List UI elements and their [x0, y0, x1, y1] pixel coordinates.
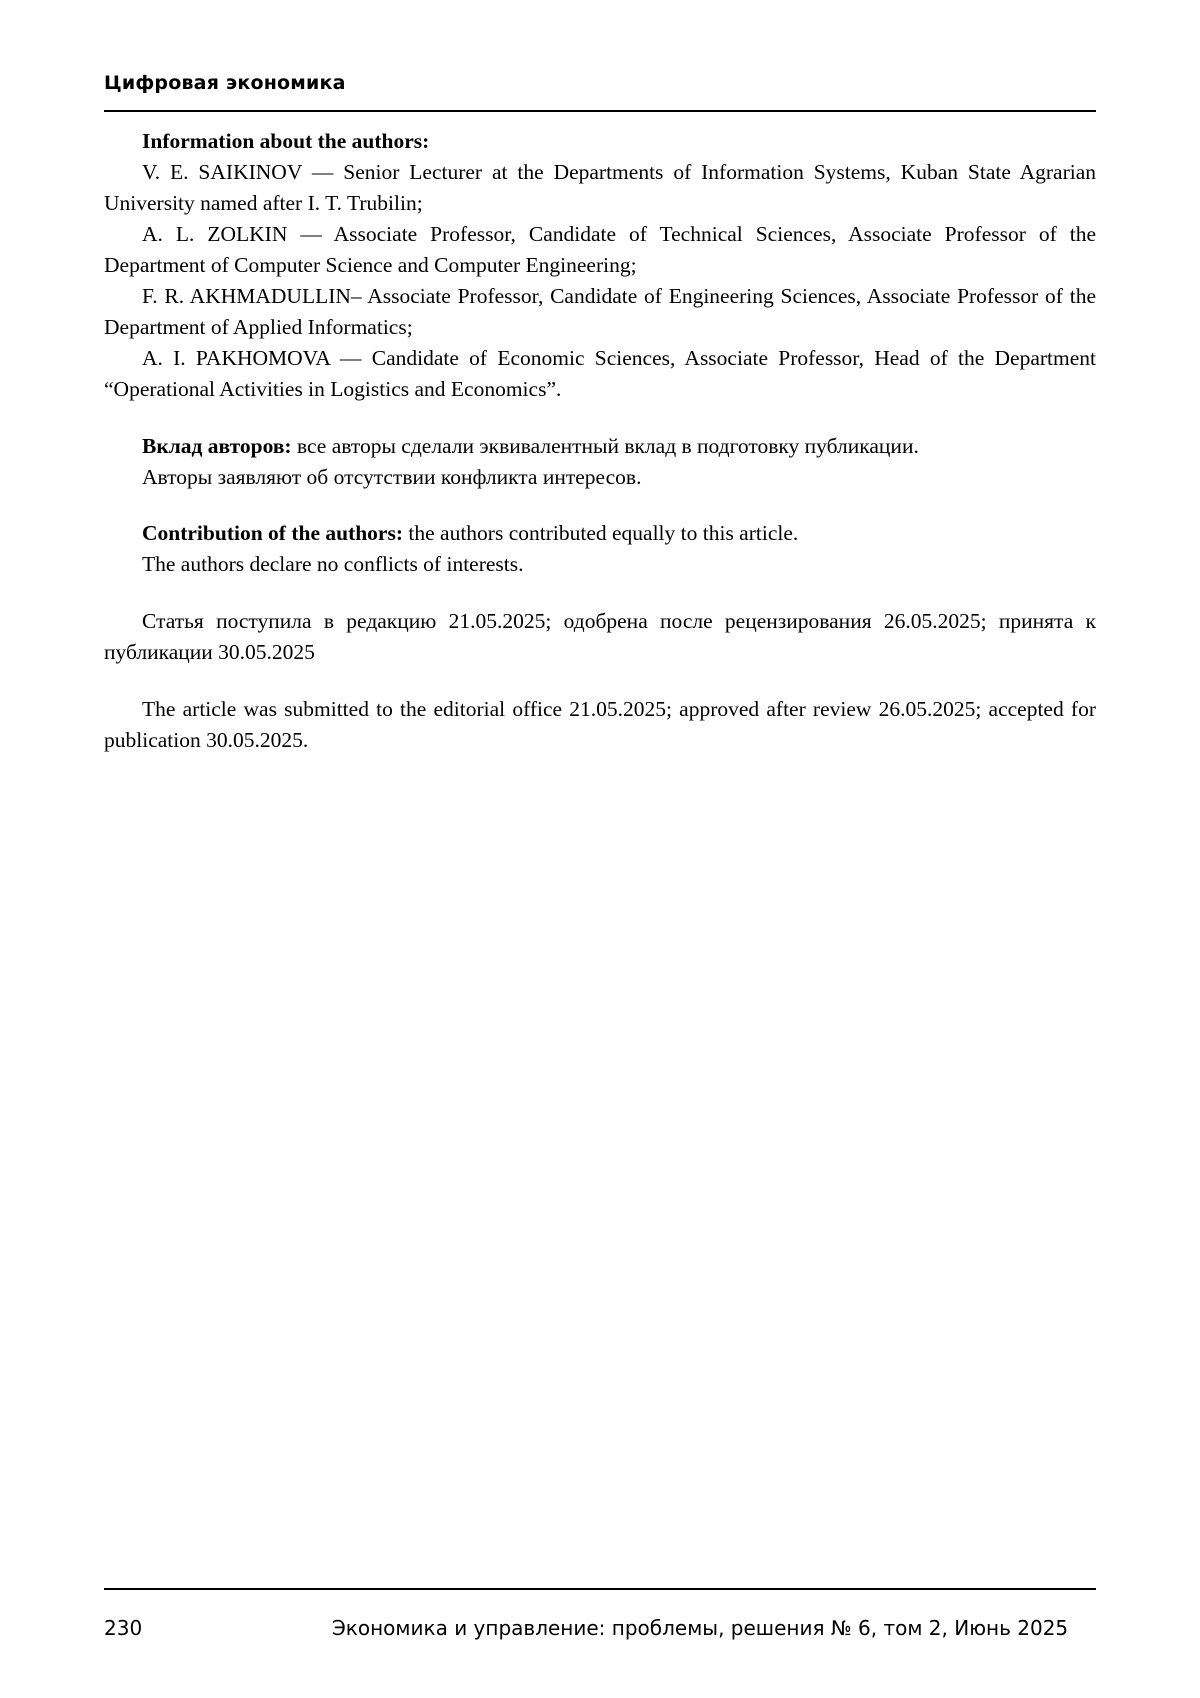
contribution-ru-paragraph	[104, 431, 1096, 462]
spacer	[104, 668, 1096, 694]
journal-info: Экономика и управление: проблемы, решения № 6, том 2, Июнь 2025	[331, 1616, 1069, 1640]
author-entry: A. L. ZOLKIN — Associate Professor, Candidate of Technical Sciences, Associate Professor of the Department of Computer Science and Computer Engineering;	[104, 221, 1096, 277]
running-head: Цифровая экономика	[104, 72, 346, 94]
conflict-ru-paragraph: Авторы заявляют об отсутствии конфликта интересов.	[142, 464, 642, 489]
page-number: 230	[104, 1616, 143, 1640]
page-footer	[104, 1616, 1096, 1640]
contribution-ru-text: все авторы сделали эквивалентный вклад в подготовку публикации.	[291, 433, 919, 458]
header-divider	[104, 110, 1096, 112]
spacer	[104, 580, 1096, 606]
contribution-ru-label: Вклад авторов:	[142, 433, 292, 458]
contribution-en-text: the authors contributed equally to this article.	[403, 521, 799, 546]
contribution-en-paragraph	[104, 518, 1096, 549]
author-entry: F. R. AKHMADULLIN– Associate Professor, Candidate of Engineering Sciences, Associate Professor of the Department of Applied Informatics;	[104, 283, 1096, 339]
spacer	[104, 405, 1096, 431]
conflict-en-paragraph: The authors declare no conflicts of interests.	[142, 552, 524, 577]
submission-dates-en: The article was submitted to the editorial office 21.05.2025; approved after review 26.05.2025; accepted for publication 30.05.2025.	[104, 697, 1096, 753]
document-body	[104, 126, 1096, 756]
contribution-en-label: Contribution of the authors:	[142, 521, 404, 546]
submission-dates-ru: Статья поступила в редакцию 21.05.2025; одобрена после рецензирования 26.05.2025; принята к публикации 30.05.2025	[104, 609, 1096, 665]
author-entry: A. I. PAKHOMOVA — Candidate of Economic Sciences, Associate Professor, Head of the Department “Operational Activities in Logistics and Economics”.	[104, 345, 1096, 401]
author-entry: V. E. SAIKINOV — Senior Lecturer at the Departments of Information Systems, Kuban State Agrarian University named after I. T. Trubilin;	[104, 159, 1096, 215]
authors-heading: Information about the authors:	[142, 129, 430, 153]
spacer	[104, 492, 1096, 518]
footer-divider	[104, 1588, 1096, 1590]
